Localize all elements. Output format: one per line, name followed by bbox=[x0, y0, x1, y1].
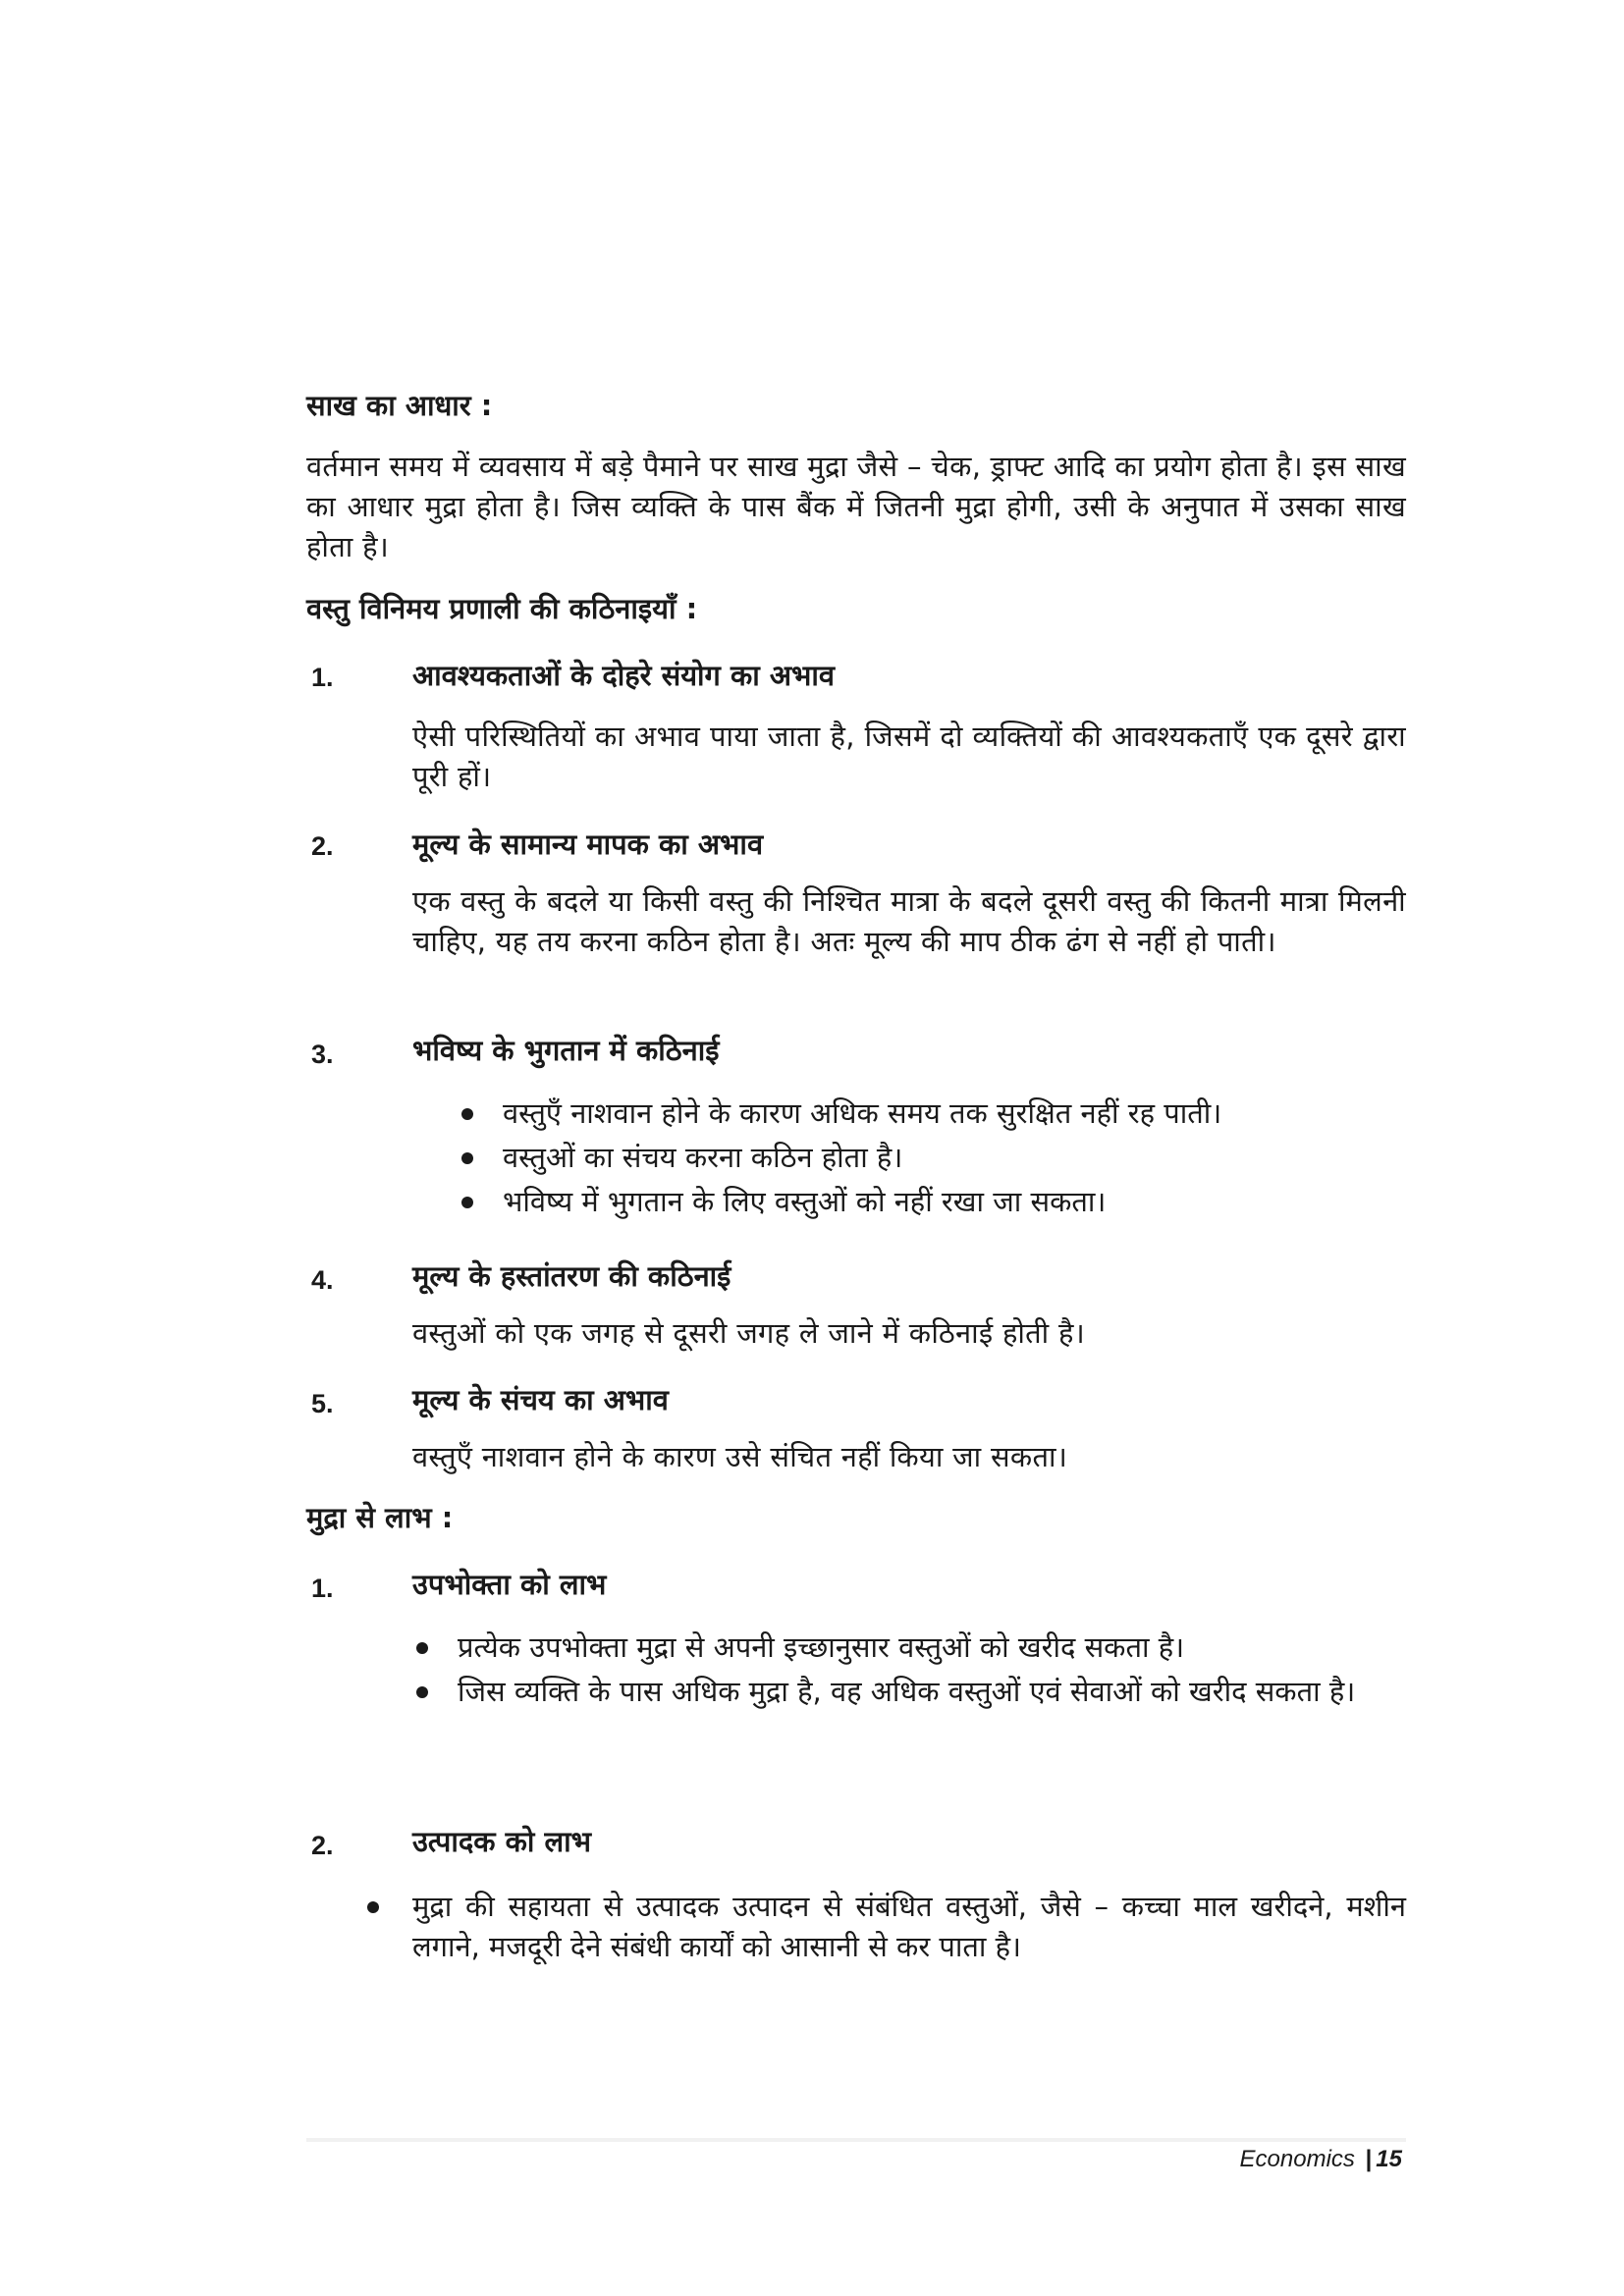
footer-subject: Economics bbox=[1239, 2146, 1355, 2172]
footer-separator: | bbox=[1365, 2146, 1373, 2172]
item-paragraph: वस्तुओं को एक जगह से दूसरी जगह ले जाने में कठिनाई होती है। bbox=[412, 1316, 1085, 1350]
list-item: मुद्रा की सहायता से उत्पादक उत्पादन से संबंधित वस्तुओं, जैसे – कच्चा माल खरीदने, मशीन लगाने, मजदूरी देने संबंधी कार्यों को आसानी से कर पाता है। bbox=[363, 1887, 1406, 1967]
list-item: वस्तुएँ नाशवान होने के कारण अधिक समय तक सुरक्षित नहीं रह पाती। bbox=[458, 1094, 1406, 1134]
item-number: 5. bbox=[311, 1389, 334, 1418]
item-paragraph: एक वस्तु के बदले या किसी वस्तु की निश्चित मात्रा के बदले दूसरी वस्तु की कितनी मात्रा मिलनी चाहिए, यह तय करना कठिन होता है। अतः मूल्य की माप ठीक ढंग से नहीं हो पाती। bbox=[412, 884, 1406, 958]
item-title-transfer-of-value: मूल्य के हस्तांतरण की कठिनाई bbox=[412, 1259, 731, 1293]
page-footer bbox=[1240, 2146, 1402, 2173]
item-title-measure-of-value: मूल्य के सामान्य मापक का अभाव bbox=[412, 828, 764, 861]
credit-basis-paragraph: वर्तमान समय में व्यवसाय में बड़े पैमाने पर साख मुद्रा जैसे – चेक, ड्राफ्ट आदि का प्रयोग होता है। इस साख का आधार मुद्रा होता है। जिस व्यक्ति के पास बैंक में जितनी मुद्रा होगी, उसी के अनुपात में उसका साख होता है। bbox=[306, 450, 1406, 563]
bullet-icon bbox=[367, 1901, 379, 1913]
section-heading-money-benefits: मुद्रा से लाभ : bbox=[306, 1501, 454, 1534]
item-title-store-of-value: मूल्य के संचय का अभाव bbox=[412, 1383, 669, 1416]
bullet-list bbox=[363, 1887, 1406, 1967]
item-number: 1. bbox=[311, 663, 334, 692]
item-title-producer-benefit: उत्पादक को लाभ bbox=[412, 1825, 592, 1858]
bullet-icon bbox=[461, 1152, 473, 1164]
page-number: 15 bbox=[1376, 2146, 1402, 2172]
list-item: वस्तुओं का संचय करना कठिन होता है। bbox=[458, 1138, 1406, 1178]
bullet-icon bbox=[461, 1197, 473, 1208]
list-item: जिस व्यक्ति के पास अधिक मुद्रा है, वह अधिक वस्तुओं एवं सेवाओं को खरीद सकता है। bbox=[412, 1672, 1406, 1712]
item-number: 3. bbox=[311, 1040, 334, 1069]
bullet-icon bbox=[416, 1686, 428, 1698]
item-number: 2. bbox=[311, 831, 334, 861]
list-item: प्रत्येक उपभोक्ता मुद्रा से अपनी इच्छानुसार वस्तुओं को खरीद सकता है। bbox=[412, 1628, 1406, 1668]
item-title-double-coincidence: आवश्यकताओं के दोहरे संयोग का अभाव bbox=[412, 659, 836, 692]
bullet-icon bbox=[461, 1108, 473, 1120]
item-number: 2. bbox=[311, 1831, 334, 1860]
item-number: 1. bbox=[311, 1574, 334, 1603]
bullet-list bbox=[412, 1628, 1406, 1712]
item-paragraph: ऐसी परिस्थितियों का अभाव पाया जाता है, जिसमें दो व्यक्तियों की आवश्यकताएँ एक दूसरे द्वारा पूरी हों। bbox=[412, 720, 1406, 793]
footer-divider bbox=[306, 2138, 1406, 2142]
item-number: 4. bbox=[311, 1265, 334, 1295]
item-paragraph: वस्तुएँ नाशवान होने के कारण उसे संचित नहीं किया जा सकता। bbox=[412, 1440, 1068, 1473]
item-title-consumer-benefit: उपभोक्ता को लाभ bbox=[412, 1568, 607, 1601]
list-item: भविष्य में भुगतान के लिए वस्तुओं को नहीं रखा जा सकता। bbox=[458, 1182, 1406, 1222]
section-heading-credit-basis: साख का आधार : bbox=[306, 389, 493, 422]
bullet-list bbox=[458, 1094, 1406, 1222]
item-title-future-payment: भविष्य के भुगतान में कठिनाई bbox=[412, 1034, 720, 1067]
bullet-icon bbox=[416, 1642, 428, 1654]
section-heading-barter-difficulties: वस्तु विनिमय प्रणाली की कठिनाइयाँ : bbox=[306, 592, 698, 625]
